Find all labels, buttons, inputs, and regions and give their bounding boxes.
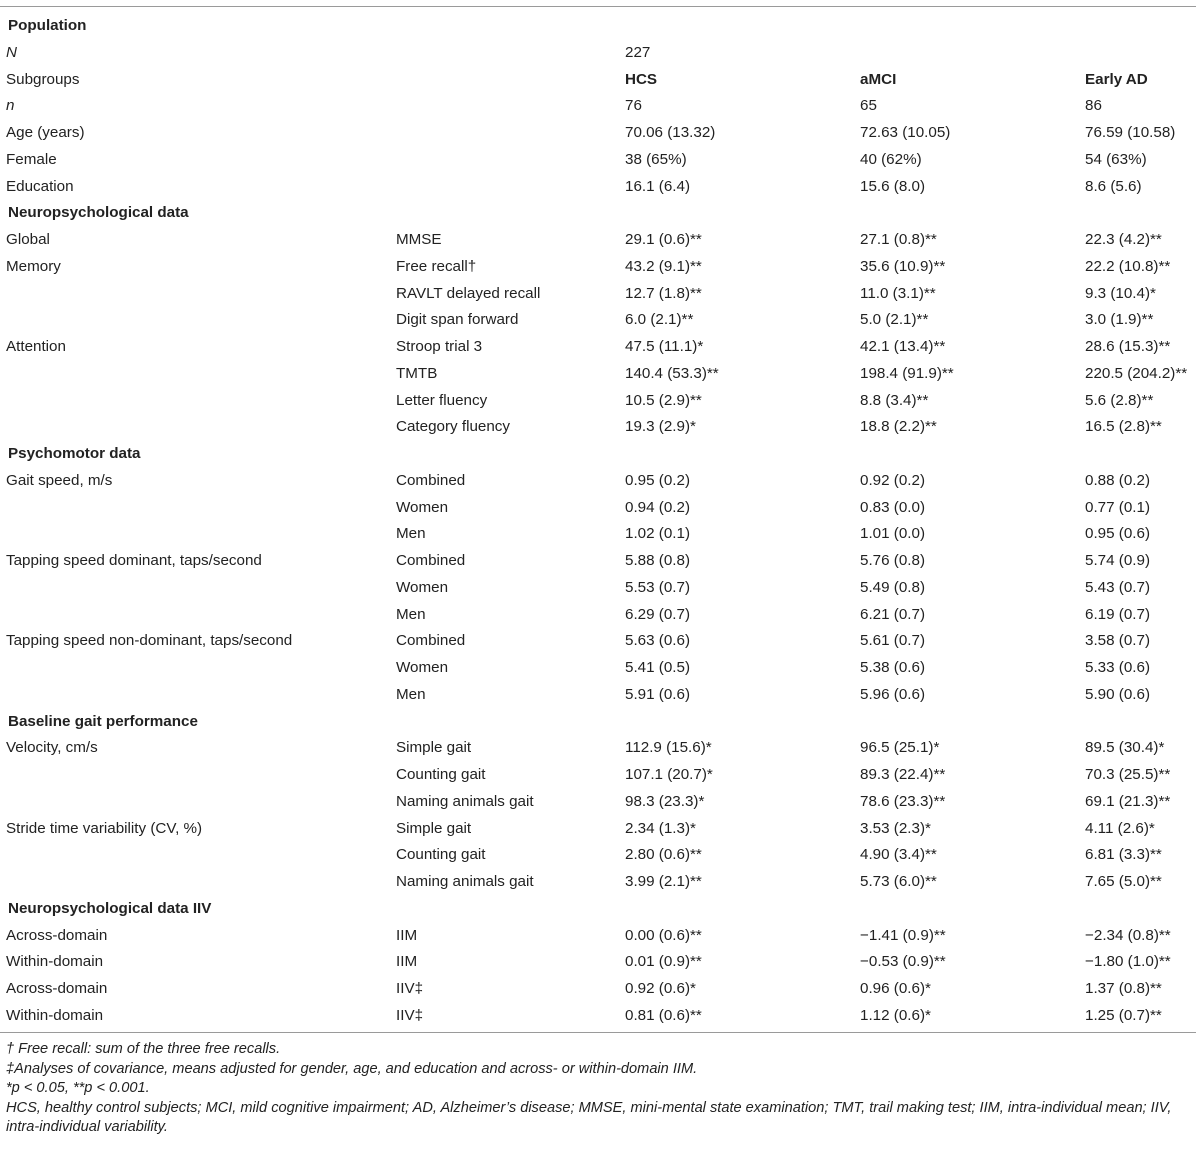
amci-value: 1.01 (0.0) [860, 525, 926, 543]
table-row [0, 976, 1200, 1003]
amci-value: 0.96 (0.6)* [860, 980, 931, 997]
table-row [0, 254, 1200, 281]
table-row [0, 414, 1200, 441]
amci-value: 65 [860, 97, 877, 115]
amci-value: 6.21 (0.7) [860, 605, 926, 623]
early-ad-value: 220.5 (204.2)** [1085, 364, 1188, 382]
early-ad-value: 5.43 (0.7) [1085, 578, 1151, 596]
hcs-value: 5.53 (0.7) [625, 578, 691, 596]
measure-label: Combined [396, 471, 466, 489]
early-ad-value: 70.3 (25.5)** [1085, 766, 1171, 783]
row-label: N [6, 43, 17, 61]
measure-label: IIV‡ [396, 1006, 424, 1024]
amci-value: 11.0 (3.1)** [860, 284, 936, 302]
measure-label: Naming animals gait [396, 792, 534, 810]
hcs-value: 107.1 (20.7)* [625, 766, 713, 783]
row-label: Attention [6, 338, 66, 355]
early-ad-value: 1.25 (0.7)** [1085, 1006, 1162, 1024]
table-row [0, 682, 1200, 709]
amci-value: 96.5 (25.1)* [860, 739, 940, 757]
early-ad-value: 89.5 (30.4)* [1085, 739, 1165, 757]
early-ad-value: 0.77 (0.1) [1085, 498, 1151, 516]
row-label: Tapping speed dominant, taps/second [6, 552, 262, 569]
table-row [0, 575, 1200, 602]
table-row [0, 628, 1200, 655]
amci-value: −0.53 (0.9)** [860, 953, 946, 971]
measure-label: TMTB [396, 364, 438, 382]
measure-label: Men [396, 605, 426, 623]
hcs-value: 140.4 (53.3)** [625, 364, 719, 382]
measure-label: Women [396, 498, 449, 516]
amci-value: 5.0 (2.1)** [860, 311, 929, 329]
hcs-value: 98.3 (23.3)* [625, 792, 705, 810]
early-ad-value: 4.11 (2.6)* [1085, 819, 1155, 837]
table-row [0, 735, 1200, 762]
hcs-value: 227 [625, 43, 651, 61]
hcs-value: 1.02 (0.1) [625, 525, 691, 543]
row-label: Within-domain [6, 953, 104, 971]
hcs-value: 29.1 (0.6)** [625, 231, 702, 248]
amci-value: 27.1 (0.8)** [860, 231, 937, 248]
table-row [0, 334, 1200, 361]
hcs-value: 0.92 (0.6)* [625, 980, 696, 997]
hcs-value: 6.0 (2.1)** [625, 311, 694, 329]
hcs-value: 10.5 (2.9)** [625, 391, 702, 409]
table-row [0, 361, 1200, 388]
table-row [0, 521, 1200, 548]
footnote-free-recall: † Free recall: sum of the three free recalls. [6, 1041, 281, 1057]
table-row [0, 147, 1200, 174]
table-row [0, 281, 1200, 308]
section-title: Neuropsychological data [8, 204, 189, 222]
footnote-abbreviations: HCS, healthy control subjects; MCI, mild cognitive impairment; AD, Alzheimer’s disease; MMSE, mini-mental state examination; TMT, trail making test; IIM, intra-individual mean; IIV, intra-individual variability. [6, 1099, 1172, 1135]
hcs-value: 5.63 (0.6) [625, 632, 691, 650]
section-header-row [0, 200, 1200, 227]
table-row [0, 842, 1200, 869]
row-label: Gait speed, m/s [6, 471, 113, 489]
early-ad-value: 9.3 (10.4)* [1085, 284, 1156, 302]
row-label: Subgroups [6, 70, 80, 88]
measure-label: Simple gait [396, 819, 472, 837]
table-row [0, 869, 1200, 896]
section-header-row [0, 709, 1200, 736]
table-row [0, 762, 1200, 789]
amci-value: 3.53 (2.3)* [860, 819, 931, 837]
table-row [0, 602, 1200, 629]
table-footnotes [6, 1040, 1196, 1138]
hcs-value: 5.41 (0.5) [625, 659, 691, 676]
measure-label: Combined [396, 632, 466, 650]
measure-label: IIV‡ [396, 980, 424, 997]
hcs-value: 112.9 (15.6)* [625, 739, 712, 757]
hcs-value: HCS [625, 70, 658, 88]
measure-label: IIM [396, 953, 418, 971]
table-row [0, 816, 1200, 843]
measure-label: Free recall† [396, 257, 477, 275]
amci-value: 198.4 (91.9)** [860, 364, 954, 382]
measure-label: RAVLT delayed recall [396, 284, 541, 302]
measure-label: IIM [396, 926, 418, 944]
row-label: Age (years) [6, 124, 85, 141]
hcs-value: 19.3 (2.9)* [625, 418, 696, 436]
measure-label: Letter fluency [396, 391, 488, 409]
measure-label: Category fluency [396, 418, 510, 436]
early-ad-value: Early AD [1085, 70, 1148, 88]
section-title: Population [8, 17, 87, 34]
early-ad-value: 28.6 (15.3)** [1085, 338, 1171, 355]
hcs-value: 0.00 (0.6)** [625, 926, 702, 944]
measure-label: Men [396, 685, 426, 703]
early-ad-value: 16.5 (2.8)** [1085, 418, 1162, 436]
section-title: Neuropsychological data IIV [8, 899, 212, 917]
early-ad-value: 86 [1085, 97, 1102, 115]
table-row [0, 93, 1200, 120]
early-ad-value: 5.6 (2.8)** [1085, 391, 1154, 409]
measure-label: Men [396, 525, 426, 543]
amci-value: 5.73 (6.0)** [860, 873, 937, 890]
table-row [0, 67, 1200, 94]
early-ad-value: 5.33 (0.6) [1085, 659, 1151, 676]
early-ad-value: 0.88 (0.2) [1085, 471, 1151, 489]
hcs-value: 0.95 (0.2) [625, 471, 691, 489]
measure-label: Stroop trial 3 [396, 338, 483, 355]
footnote-ancova: ‡Analyses of covariance, means adjusted for gender, age, and education and across- or within-domain IIM. [6, 1060, 698, 1077]
amci-value: 35.6 (10.9)** [860, 257, 946, 275]
hcs-value: 3.99 (2.1)** [625, 873, 702, 890]
row-label: Velocity, cm/s [6, 739, 98, 757]
row-label: Female [6, 150, 57, 168]
amci-value: 78.6 (23.3)** [860, 792, 946, 810]
row-label: Tapping speed non-dominant, taps/second [6, 632, 293, 650]
hcs-value: 5.91 (0.6) [625, 685, 691, 703]
table-row [0, 923, 1200, 950]
amci-value: 18.8 (2.2)** [860, 418, 937, 436]
table-row [0, 307, 1200, 334]
early-ad-value: 22.2 (10.8)** [1085, 257, 1171, 275]
early-ad-value: 76.59 (10.58) [1085, 124, 1176, 141]
early-ad-value: 5.90 (0.6) [1085, 685, 1151, 703]
early-ad-value: 5.74 (0.9) [1085, 552, 1151, 569]
hcs-value: 43.2 (9.1)** [625, 257, 702, 275]
table-row [0, 548, 1200, 575]
hcs-value: 5.88 (0.8) [625, 552, 691, 569]
table-row [0, 40, 1200, 67]
row-label: n [6, 97, 15, 115]
early-ad-value: 22.3 (4.2)** [1085, 231, 1162, 248]
top-rule [0, 6, 1196, 7]
early-ad-value: 3.58 (0.7) [1085, 632, 1151, 650]
row-label: Education [6, 177, 74, 195]
amci-value: 0.83 (0.0) [860, 498, 926, 516]
measure-label: MMSE [396, 231, 442, 248]
row-label: Memory [6, 257, 61, 275]
early-ad-value: 0.95 (0.6) [1085, 525, 1151, 543]
measure-label: Combined [396, 552, 466, 569]
table-row [0, 495, 1200, 522]
row-label: Stride time variability (CV, %) [6, 819, 203, 837]
amci-value: 5.61 (0.7) [860, 632, 926, 650]
early-ad-value: −1.80 (1.0)** [1085, 953, 1171, 971]
amci-value: 40 (62%) [860, 150, 922, 168]
table-row [0, 227, 1200, 254]
amci-value: aMCI [860, 70, 897, 88]
early-ad-value: 7.65 (5.0)** [1085, 873, 1162, 890]
footnote-significance: *p < 0.05, **p < 0.001. [6, 1080, 150, 1096]
amci-value: −1.41 (0.9)** [860, 926, 946, 944]
section-header-row [0, 13, 1200, 40]
row-label: Across-domain [6, 926, 108, 944]
early-ad-value: 1.37 (0.8)** [1085, 980, 1162, 997]
hcs-value: 0.01 (0.9)** [625, 953, 702, 971]
measure-label: Counting gait [396, 846, 486, 864]
measure-label: Women [396, 659, 449, 676]
table-row [0, 655, 1200, 682]
row-label: Within-domain [6, 1006, 104, 1024]
hcs-value: 47.5 (11.1)* [625, 338, 704, 355]
section-title: Baseline gait performance [8, 712, 198, 730]
table-row [0, 789, 1200, 816]
hcs-value: 70.06 (13.32) [625, 124, 716, 141]
table-row [0, 120, 1200, 147]
hcs-value: 2.80 (0.6)** [625, 846, 702, 864]
table-row [0, 949, 1200, 976]
amci-value: 89.3 (22.4)** [860, 766, 946, 783]
hcs-value: 76 [625, 97, 642, 115]
amci-value: 1.12 (0.6)* [860, 1006, 931, 1024]
table-row [0, 1003, 1200, 1030]
measure-label: Simple gait [396, 739, 472, 757]
table-body [0, 13, 1200, 1030]
hcs-value: 2.34 (1.3)* [625, 819, 696, 837]
amci-value: 4.90 (3.4)** [860, 846, 937, 864]
hcs-value: 16.1 (6.4) [625, 177, 691, 195]
hcs-value: 0.81 (0.6)** [625, 1006, 702, 1024]
hcs-value: 0.94 (0.2) [625, 498, 691, 516]
amci-value: 8.8 (3.4)** [860, 391, 929, 409]
measure-label: Naming animals gait [396, 873, 534, 890]
early-ad-value: 54 (63%) [1085, 150, 1147, 168]
amci-value: 42.1 (13.4)** [860, 338, 946, 355]
amci-value: 0.92 (0.2) [860, 471, 926, 489]
amci-value: 5.76 (0.8) [860, 552, 926, 569]
section-header-row [0, 896, 1200, 923]
amci-value: 5.49 (0.8) [860, 578, 926, 596]
early-ad-value: 69.1 (21.3)** [1085, 792, 1171, 810]
measure-label: Digit span forward [396, 311, 519, 329]
table-row [0, 468, 1200, 495]
early-ad-value: 8.6 (5.6) [1085, 177, 1142, 195]
bottom-rule [0, 1032, 1196, 1033]
table-row [0, 388, 1200, 415]
early-ad-value: 6.81 (3.3)** [1085, 846, 1162, 864]
amci-value: 5.96 (0.6) [860, 685, 926, 703]
section-title: Psychomotor data [8, 445, 141, 462]
table-row [0, 174, 1200, 201]
amci-value: 15.6 (8.0) [860, 177, 926, 195]
early-ad-value: 6.19 (0.7) [1085, 605, 1151, 623]
measure-label: Counting gait [396, 766, 486, 783]
amci-value: 72.63 (10.05) [860, 124, 951, 141]
hcs-value: 6.29 (0.7) [625, 605, 691, 623]
row-label: Global [6, 231, 50, 248]
hcs-value: 12.7 (1.8)** [625, 284, 702, 302]
row-label: Across-domain [6, 980, 108, 997]
section-header-row [0, 441, 1200, 468]
early-ad-value: 3.0 (1.9)** [1085, 311, 1154, 329]
hcs-value: 38 (65%) [625, 150, 687, 168]
measure-label: Women [396, 578, 449, 596]
amci-value: 5.38 (0.6) [860, 659, 926, 676]
early-ad-value: −2.34 (0.8)** [1085, 926, 1171, 944]
